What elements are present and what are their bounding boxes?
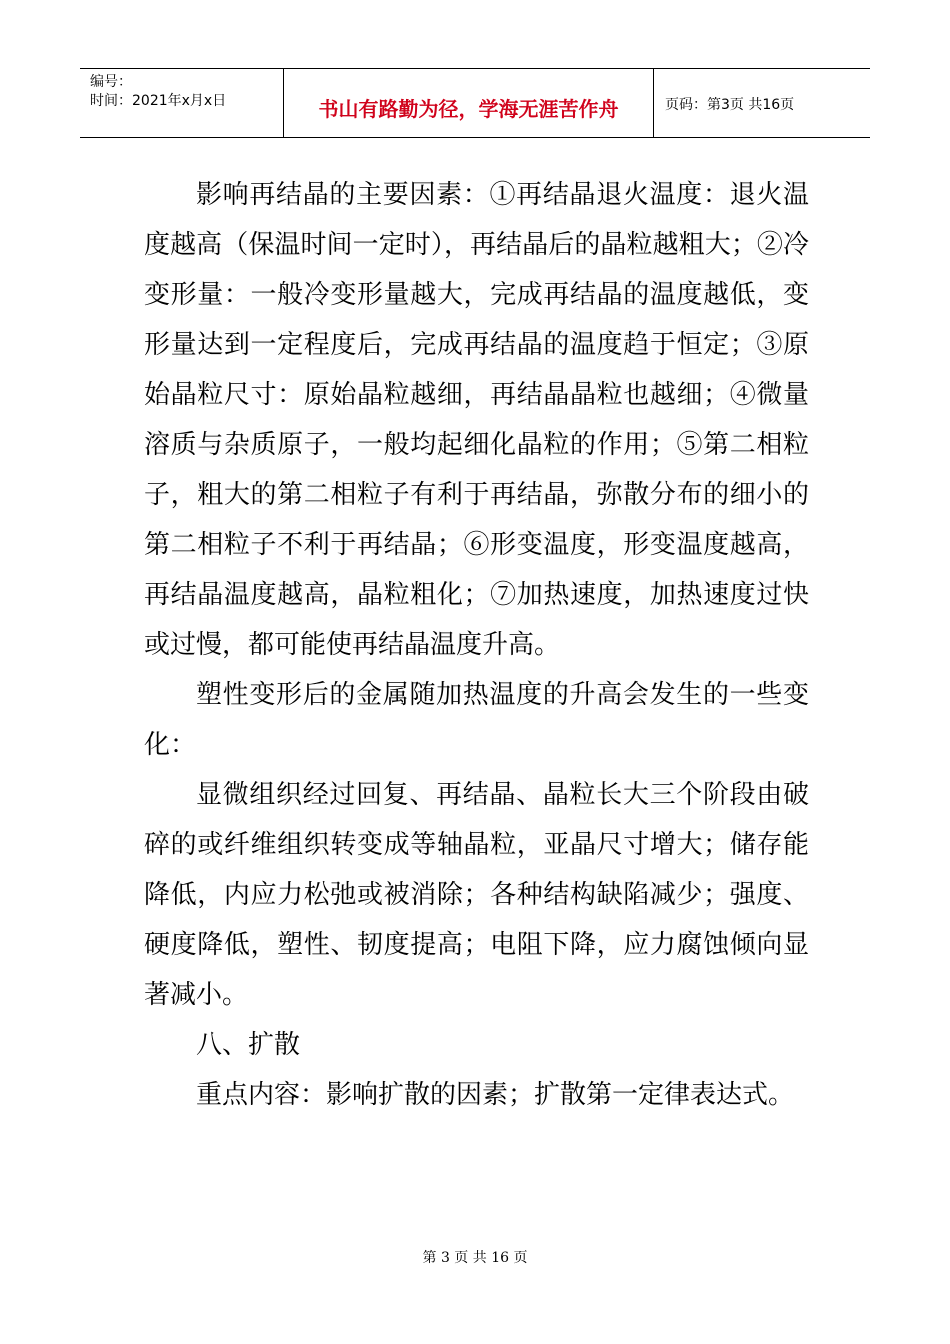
paragraph-heating-changes-intro: 塑性变形后的金属随加热温度的升高会发生的一些变化： [144,680,809,760]
header-meta-cell [80,69,283,137]
page-header [80,68,870,138]
paragraph-microstructure-changes: 显微组织经过回复、再结晶、晶粒长大三个阶段由破碎的或纤维组织转变成等轴晶粒，亚晶尺寸增大；储存能降低，内应力松弛或被消除；各种结构缺陷减少；强度、硬度降低，塑性、韧度提高；电阻下降，应力腐蚀倾向显著减小。 [144,780,809,1010]
section-heading-diffusion: 八、扩散 [196,1030,301,1060]
paragraph-recrystallization-factors: 影响再结晶的主要因素：①再结晶退火温度：退火温度越高（保温时间一定时），再结晶后的晶粒越粗大；②冷变形量：一般冷变形量越大，完成再结晶的温度越低，变形量达到一定程度后，完成再结晶的温度趋于恒定；③原始晶粒尺寸：原始晶粒越细，再结晶晶粒也越细；④微量溶质与杂质原子，一般均起细化晶粒的作用；⑤第二相粒子，粗大的第二相粒子有利于再结晶，弥散分布的细小的第二相粒子不利于再结晶；⑥形变温度，形变温度越高，再结晶温度越高，晶粒粗化；⑦加热速度，加热速度过快或过慢，都可能使再结晶温度升高。 [144,180,809,660]
header-page-cell [653,69,870,137]
document-body [144,170,809,1120]
header-motto-cell [283,69,654,137]
page-footer: 第 3 页 共 16 页 [422,1250,528,1266]
header-page-info: 页码：第3页 共16页 [665,97,795,113]
document-number-label: 编号： [90,74,132,90]
paragraph-key-content: 重点内容：影响扩散的因素；扩散第一定律表达式。 [196,1080,795,1110]
header-motto: 书山有路勤为径，学海无涯苦作舟 [318,97,619,121]
document-time-label: 时间：2021年x月x日 [90,93,227,109]
